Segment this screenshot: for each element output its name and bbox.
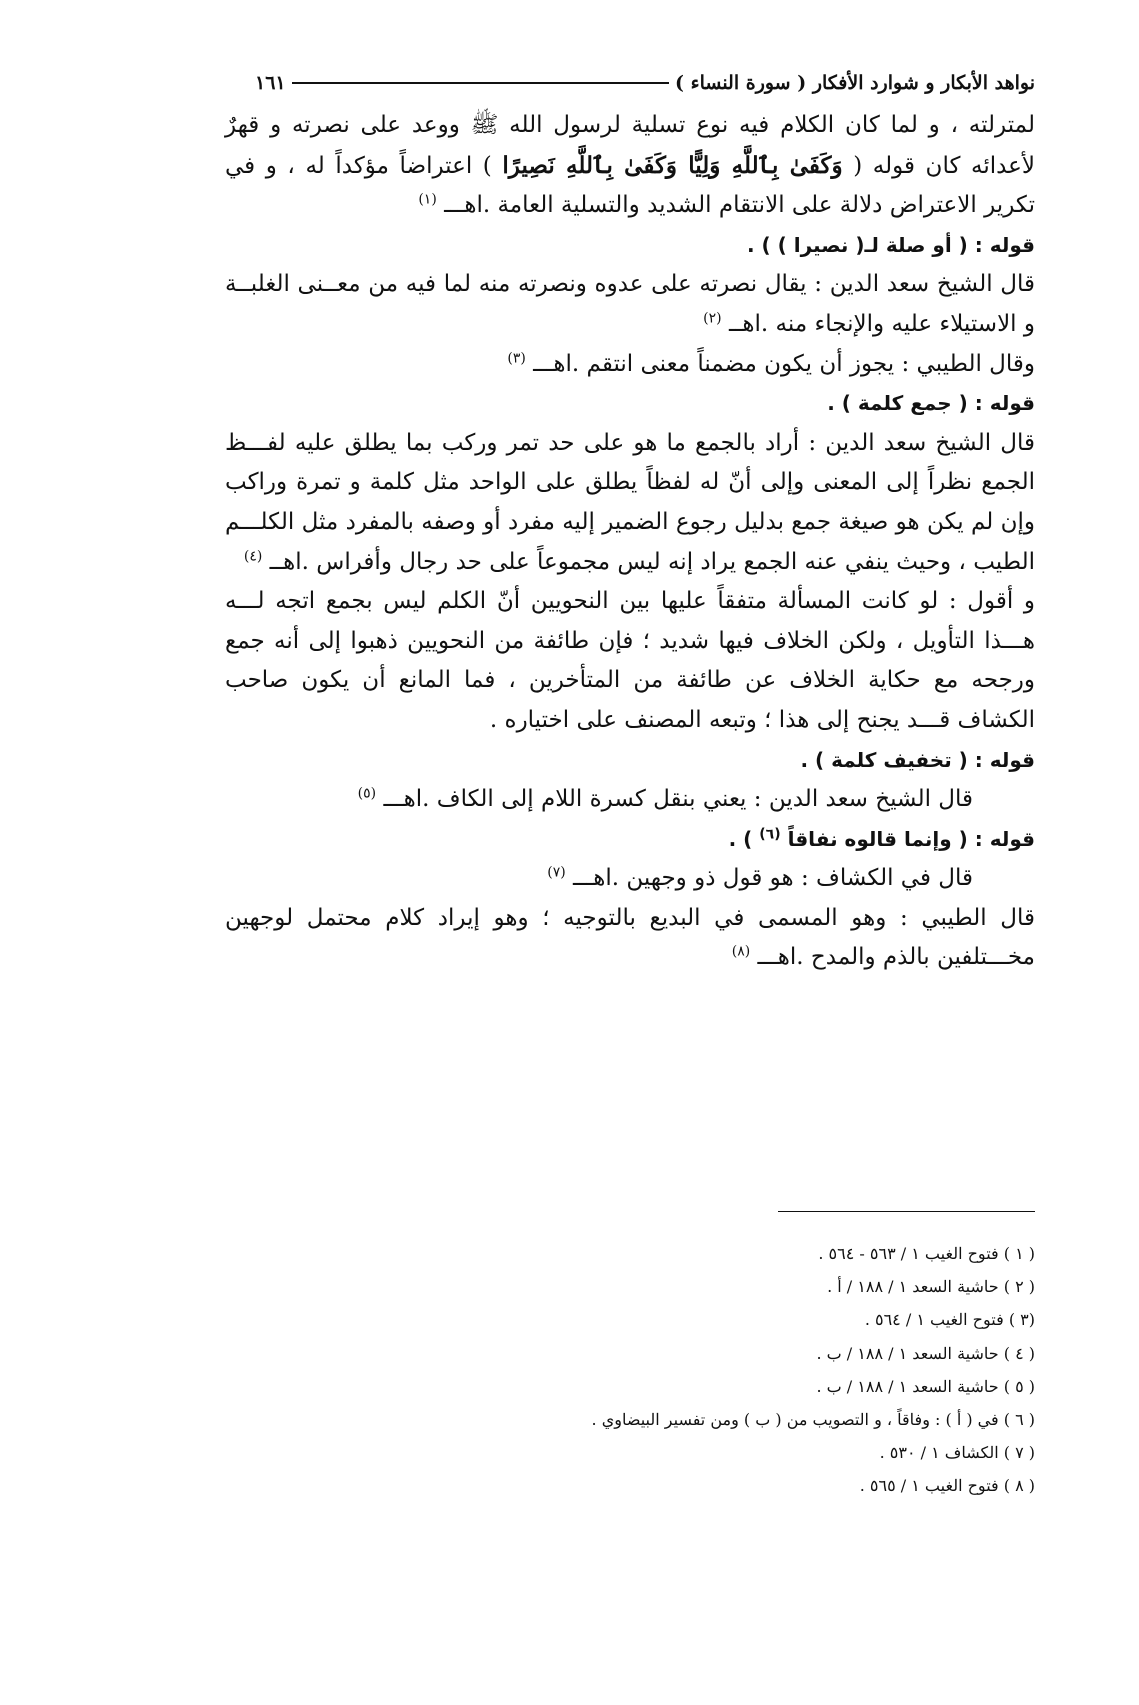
heading-2: قوله : ( جمع كلمة ) .	[827, 391, 1035, 416]
footnote-5: ( ٥ ) حاشية السعد ١ / ١٨٨ / ب .	[816, 1376, 1035, 1396]
paragraph-2	[225, 265, 1035, 344]
paragraph-4-text: قال الشيخ سعد الدين : أراد بالجمع ما هو على حد تمر وركب بما يطلق عليه لفـــظ الجمع نظراً إلى المعنى وإلى أنّ له لفظاً يطلق على الواحد مثل كلمة و تمرة وراكب وإن لم يكن هو صيغة جمع بدليل رجوع الضمير إليه مفرد أو وصفه بالمفرد مثل الكلـــم الطيب ، وحيث ينفي عنه الجمع يراد إنه ليس مجموعاً على حد رجال وأفراس .اهــ	[225, 429, 1035, 575]
footnote-2: ( ٢ ) حاشية السعد ١ / ١٨٨ / أ .	[827, 1277, 1035, 1297]
footnote-ref-5[interactable]: (٥)	[357, 785, 377, 802]
footnote-6: ( ٦ ) في ( أ ) : وفاقاً ، و التصويب من ( ب ) ومن تفسير البيضاوي .	[591, 1410, 1035, 1430]
main-text	[225, 106, 1035, 978]
header-title: نواهد الأبكار و شوارد الأفكار ( سورة النساء )	[675, 72, 1035, 94]
paragraph-7	[225, 859, 1035, 899]
footnote-ref-4[interactable]: (٤)	[243, 547, 263, 564]
footnote-8: ( ٨ ) فتوح الغيب ١ / ٥٦٥ .	[859, 1476, 1035, 1496]
footnotes	[420, 1237, 1035, 1503]
paragraph-5	[225, 582, 1035, 740]
paragraph-2-text: قال الشيخ سعد الدين : يقال نصرته على عدوه ونصرته منه لما فيه من معــنى الغلبــة و الاستيلاء عليه والإنجاء منه .اهــ	[225, 271, 1035, 337]
footnote-ref-6[interactable]: (٦)	[759, 826, 781, 843]
heading-3: قوله : ( تخفيف كلمة ) .	[800, 747, 1035, 772]
footnote-ref-7[interactable]: (٧)	[547, 864, 566, 881]
footnote-7: ( ٧ ) الكشاف ١ / ٥٣٠ .	[879, 1443, 1035, 1463]
quran-verse: وَكَفَىٰ بِٱللَّهِ وَلِيًّا وَكَفَىٰ بِٱللَّهِ نَصِيرًا	[502, 151, 843, 179]
paragraph-7-text: قال في الكشاف : هو قول ذو وجهين .اهـــ	[573, 865, 973, 892]
page-number: ١٦١	[255, 72, 286, 94]
paragraph-3	[225, 345, 1035, 385]
heading-4	[225, 820, 1035, 860]
footnote-separator	[778, 1211, 1035, 1212]
heading-4-text-a: قوله : ( وإنما قالوه نفاقاً	[787, 826, 1035, 851]
paragraph-8	[225, 899, 1035, 978]
paragraph-8-text: قال الطيبي : وهو المسمى في البديع بالتوجيه ؛ وهو إيراد كلام محتمل لوجهين مخـــتلفين بالذم والمدح .اهـــ	[225, 904, 1035, 971]
paragraph-1-text-b: ) اعتراضاً مؤكداً له ، و في تكرير الاعتراض دلالة على الانتقام الشديد والتسلية العامة .اهـــ	[225, 152, 1035, 219]
heading-1: قوله : ( أو صلة لـ( نصيرا ) ) .	[746, 232, 1035, 257]
paragraph-3-text: وقال الطيبي : يجوز أن يكون مضمناً معنى انتقم .اهـــ	[533, 350, 1035, 377]
paragraph-4	[225, 424, 1035, 582]
header-rule	[292, 82, 669, 84]
paragraph-6	[225, 780, 1035, 820]
paragraph-1	[225, 106, 1035, 226]
paragraph-1-text-a: لمترلته ، و لما كان الكلام فيه نوع تسلية لرسول الله ﷺ ووعد على نصرته و قهرٌ لأعدائه كان قوله (	[225, 112, 1036, 179]
footnote-4: ( ٤ ) حاشية السعد ١ / ١٨٨ / ب .	[816, 1343, 1035, 1363]
footnote-ref-3[interactable]: (٣)	[507, 349, 526, 366]
paragraph-6-text: قال الشيخ سعد الدين : يعني بنقل كسرة اللام إلى الكاف .اهـــ	[383, 786, 973, 813]
heading-4-text-b: ) .	[728, 826, 753, 851]
footnote-3: (٣ ) فتوح الغيب ١ / ٥٦٤ .	[864, 1310, 1035, 1330]
footnote-ref-8[interactable]: (٨)	[731, 943, 751, 960]
paragraph-5-text: و أقول : لو كانت المسألة متفقاً عليها بين النحويين أنّ الكلم ليس بجمع اتجه لـــه هـــذا التأويل ، ولكن الخلاف فيها شديد ؛ فإن طائفة من النحويين ذهبوا إلى أنه جمع ورجحه مع حكاية الخلاف عن طائفة من المتأخرين ، فما المانع أن يكون صاحب الكشاف قـــد يجنح إلى هذا ؛ وتبعه المصنف على اختياره .	[225, 588, 1035, 733]
footnote-ref-1[interactable]: (١)	[418, 191, 437, 208]
footnote-ref-2[interactable]: (٢)	[703, 310, 722, 327]
footnote-1: ( ١ ) فتوح الغيب ١ / ٥٦٣ - ٥٦٤ .	[818, 1244, 1035, 1263]
running-header	[255, 66, 1035, 100]
